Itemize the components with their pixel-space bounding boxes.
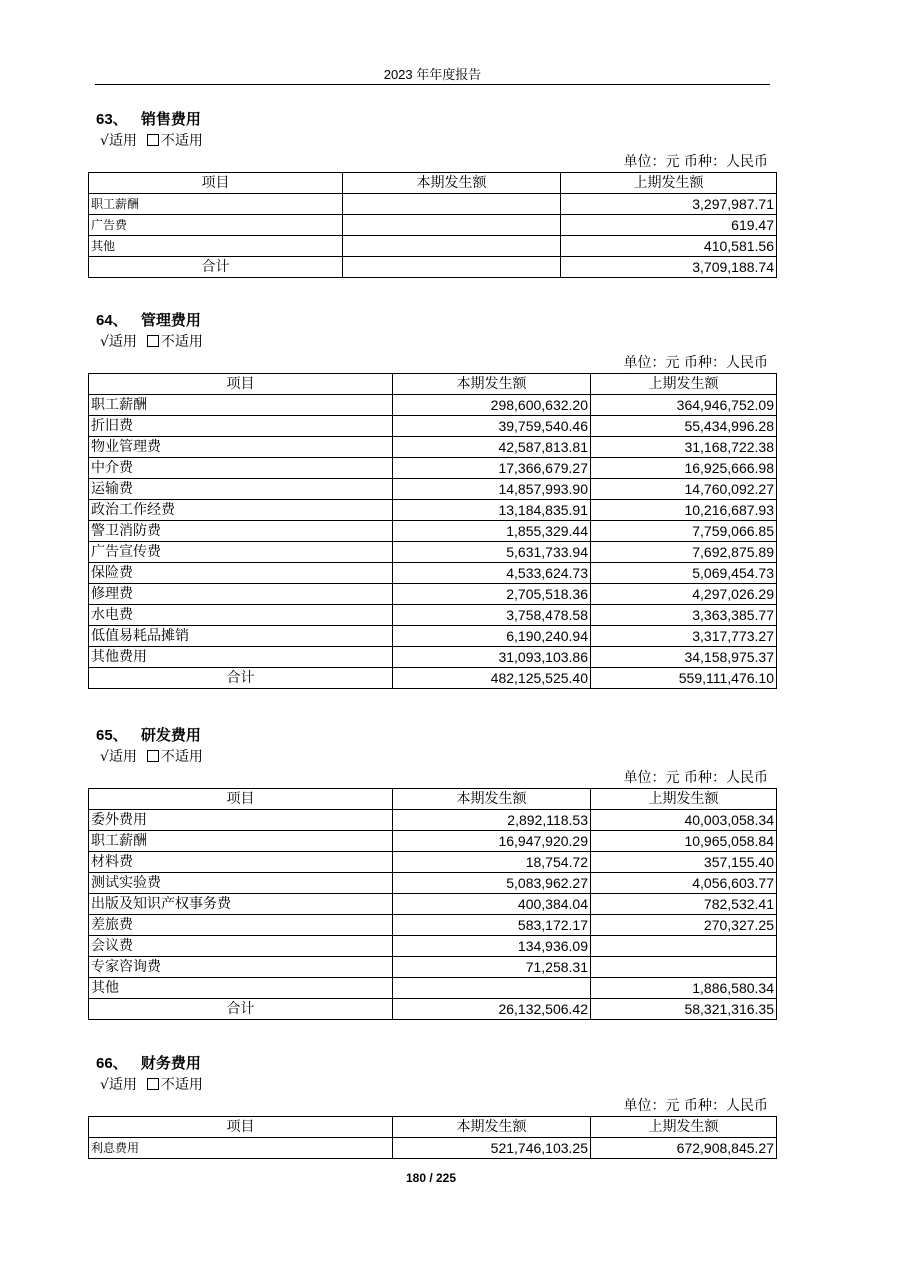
column-header: 本期发生额 bbox=[393, 1117, 591, 1138]
current-period-total bbox=[343, 257, 561, 278]
prior-period-cell: 4,297,026.29 bbox=[591, 584, 777, 605]
prior-period-cell: 16,925,666.98 bbox=[591, 458, 777, 479]
table-row bbox=[89, 605, 777, 626]
unit-note: 单位：元 币种：人民币 bbox=[623, 1098, 768, 1114]
prior-period-total: 3,709,188.74 bbox=[561, 257, 777, 278]
column-header: 上期发生额 bbox=[561, 173, 777, 194]
prior-period-cell: 270,327.25 bbox=[591, 915, 777, 936]
current-period-cell: 5,083,962.27 bbox=[393, 873, 591, 894]
prior-period-cell: 3,363,385.77 bbox=[591, 605, 777, 626]
section-number: 65、 bbox=[96, 727, 128, 744]
item-cell: 折旧费 bbox=[89, 416, 393, 437]
current-period-total: 26,132,506.42 bbox=[393, 999, 591, 1020]
current-period-cell bbox=[343, 215, 561, 236]
column-header: 项目 bbox=[89, 789, 393, 810]
table-row bbox=[89, 957, 777, 978]
current-period-cell: 31,093,103.86 bbox=[393, 647, 591, 668]
item-cell: 利息费用 bbox=[89, 1138, 393, 1159]
item-cell: 警卫消防费 bbox=[89, 521, 393, 542]
table-row bbox=[89, 542, 777, 563]
item-cell: 广告宣传费 bbox=[89, 542, 393, 563]
table-row bbox=[89, 810, 777, 831]
checkbox-icon bbox=[147, 335, 159, 347]
current-period-cell bbox=[393, 978, 591, 999]
checkbox-icon bbox=[147, 1078, 159, 1090]
prior-period-cell: 10,965,058.84 bbox=[591, 831, 777, 852]
current-period-cell: 400,384.04 bbox=[393, 894, 591, 915]
table-row bbox=[89, 437, 777, 458]
item-cell: 其他 bbox=[89, 978, 393, 999]
current-period-cell: 6,190,240.94 bbox=[393, 626, 591, 647]
item-cell: 政治工作经费 bbox=[89, 500, 393, 521]
item-cell: 水电费 bbox=[89, 605, 393, 626]
table-row bbox=[89, 1138, 777, 1159]
column-header: 项目 bbox=[89, 374, 393, 395]
section-title bbox=[88, 309, 778, 331]
prior-period-cell: 1,886,580.34 bbox=[591, 978, 777, 999]
item-cell: 物业管理费 bbox=[89, 437, 393, 458]
column-header: 上期发生额 bbox=[591, 374, 777, 395]
prior-period-cell: 5,069,454.73 bbox=[591, 563, 777, 584]
table-row bbox=[89, 915, 777, 936]
section-selling-expenses bbox=[88, 108, 778, 278]
table-row bbox=[89, 563, 777, 584]
section-heading: 管理费用 bbox=[140, 311, 201, 329]
section-title bbox=[88, 724, 778, 746]
column-header: 上期发生额 bbox=[591, 789, 777, 810]
item-cell: 中介费 bbox=[89, 458, 393, 479]
prior-period-cell: 619.47 bbox=[561, 215, 777, 236]
unit-note: 单位：元 币种：人民币 bbox=[623, 770, 768, 786]
column-header: 本期发生额 bbox=[393, 789, 591, 810]
item-cell: 广告费 bbox=[89, 215, 343, 236]
section-title bbox=[88, 108, 778, 130]
checkbox-icon bbox=[147, 750, 159, 762]
current-period-cell: 18,754.72 bbox=[393, 852, 591, 873]
prior-period-cell: 4,056,603.77 bbox=[591, 873, 777, 894]
applicable-label: √适用 bbox=[100, 334, 137, 350]
table-row bbox=[89, 873, 777, 894]
prior-period-cell: 14,760,092.27 bbox=[591, 479, 777, 500]
prior-period-cell: 782,532.41 bbox=[591, 894, 777, 915]
current-period-cell bbox=[343, 194, 561, 215]
table-header-row bbox=[89, 1117, 777, 1138]
prior-period-cell: 7,692,875.89 bbox=[591, 542, 777, 563]
table-row bbox=[89, 894, 777, 915]
table-header-row bbox=[89, 173, 777, 194]
section-heading: 销售费用 bbox=[140, 110, 201, 128]
table-row bbox=[89, 852, 777, 873]
prior-period-cell: 410,581.56 bbox=[561, 236, 777, 257]
current-period-cell: 42,587,813.81 bbox=[393, 437, 591, 458]
current-period-cell: 14,857,993.90 bbox=[393, 479, 591, 500]
current-period-cell: 39,759,540.46 bbox=[393, 416, 591, 437]
current-period-cell: 583,172.17 bbox=[393, 915, 591, 936]
section-number: 63、 bbox=[96, 111, 128, 128]
table-header-row bbox=[89, 374, 777, 395]
total-row bbox=[89, 668, 777, 689]
current-period-cell: 13,184,835.91 bbox=[393, 500, 591, 521]
total-row bbox=[89, 999, 777, 1020]
table-row bbox=[89, 479, 777, 500]
current-period-cell: 298,600,632.20 bbox=[393, 395, 591, 416]
table-row bbox=[89, 584, 777, 605]
prior-period-cell bbox=[591, 936, 777, 957]
item-cell: 修理费 bbox=[89, 584, 393, 605]
unit-note: 单位：元 币种：人民币 bbox=[623, 355, 768, 371]
item-cell: 低值易耗品摊销 bbox=[89, 626, 393, 647]
table-row bbox=[89, 978, 777, 999]
applicable-label: √适用 bbox=[100, 749, 137, 765]
item-cell: 会议费 bbox=[89, 936, 393, 957]
current-period-cell: 521,746,103.25 bbox=[393, 1138, 591, 1159]
current-period-cell: 16,947,920.29 bbox=[393, 831, 591, 852]
not-applicable-label: 不适用 bbox=[160, 334, 203, 350]
applicability bbox=[88, 1074, 778, 1096]
current-period-cell: 134,936.09 bbox=[393, 936, 591, 957]
section-financial-expenses bbox=[88, 1052, 778, 1159]
column-header: 项目 bbox=[89, 173, 343, 194]
header-divider bbox=[95, 84, 770, 85]
prior-period-cell: 672,908,845.27 bbox=[591, 1138, 777, 1159]
section-number: 64、 bbox=[96, 312, 128, 329]
table-row bbox=[89, 831, 777, 852]
financial-expenses-table bbox=[88, 1116, 777, 1159]
page-number: 180 / 225 bbox=[405, 1171, 457, 1185]
prior-period-cell: 7,759,066.85 bbox=[591, 521, 777, 542]
not-applicable-label: 不适用 bbox=[160, 749, 203, 765]
column-header: 项目 bbox=[89, 1117, 393, 1138]
item-cell: 委外费用 bbox=[89, 810, 393, 831]
item-cell: 运输费 bbox=[89, 479, 393, 500]
prior-period-cell bbox=[591, 957, 777, 978]
prior-period-cell: 40,003,058.34 bbox=[591, 810, 777, 831]
current-period-cell bbox=[343, 236, 561, 257]
applicable-label: √适用 bbox=[100, 1077, 137, 1093]
item-cell: 保险费 bbox=[89, 563, 393, 584]
current-period-cell: 5,631,733.94 bbox=[393, 542, 591, 563]
section-heading: 研发费用 bbox=[140, 726, 201, 744]
table-row bbox=[89, 647, 777, 668]
prior-period-cell: 3,297,987.71 bbox=[561, 194, 777, 215]
item-cell: 职工薪酬 bbox=[89, 395, 393, 416]
item-cell: 专家咨询费 bbox=[89, 957, 393, 978]
prior-period-total: 58,321,316.35 bbox=[591, 999, 777, 1020]
table-row bbox=[89, 194, 777, 215]
section-number: 66、 bbox=[96, 1055, 128, 1072]
item-cell: 其他费用 bbox=[89, 647, 393, 668]
current-period-cell: 3,758,478.58 bbox=[393, 605, 591, 626]
section-heading: 财务费用 bbox=[140, 1054, 201, 1072]
current-period-cell: 71,258.31 bbox=[393, 957, 591, 978]
table-row bbox=[89, 236, 777, 257]
current-period-total: 482,125,525.40 bbox=[393, 668, 591, 689]
section-rd-expenses bbox=[88, 724, 778, 1020]
administrative-expenses-table bbox=[88, 373, 777, 689]
total-label: 合计 bbox=[89, 257, 343, 278]
table-row bbox=[89, 936, 777, 957]
total-label: 合计 bbox=[89, 668, 393, 689]
checkbox-icon bbox=[147, 134, 159, 146]
table-row bbox=[89, 500, 777, 521]
item-cell: 职工薪酬 bbox=[89, 194, 343, 215]
prior-period-total: 559,111,476.10 bbox=[591, 668, 777, 689]
column-header: 本期发生额 bbox=[343, 173, 561, 194]
prior-period-cell: 3,317,773.27 bbox=[591, 626, 777, 647]
prior-period-cell: 34,158,975.37 bbox=[591, 647, 777, 668]
prior-period-cell: 357,155.40 bbox=[591, 852, 777, 873]
applicability bbox=[88, 130, 778, 152]
total-label: 合计 bbox=[89, 999, 393, 1020]
prior-period-cell: 10,216,687.93 bbox=[591, 500, 777, 521]
item-cell: 差旅费 bbox=[89, 915, 393, 936]
item-cell: 测试实验费 bbox=[89, 873, 393, 894]
table-row bbox=[89, 458, 777, 479]
current-period-cell: 17,366,679.27 bbox=[393, 458, 591, 479]
current-period-cell: 2,892,118.53 bbox=[393, 810, 591, 831]
item-cell: 职工薪酬 bbox=[89, 831, 393, 852]
prior-period-cell: 31,168,722.38 bbox=[591, 437, 777, 458]
current-period-cell: 2,705,518.36 bbox=[393, 584, 591, 605]
applicability bbox=[88, 746, 778, 768]
not-applicable-label: 不适用 bbox=[160, 1077, 203, 1093]
column-header: 本期发生额 bbox=[393, 374, 591, 395]
table-row bbox=[89, 416, 777, 437]
page-header-title: 2023 年年度报告 bbox=[383, 67, 482, 82]
not-applicable-label: 不适用 bbox=[160, 133, 203, 149]
item-cell: 其他 bbox=[89, 236, 343, 257]
current-period-cell: 1,855,329.44 bbox=[393, 521, 591, 542]
applicable-label: √适用 bbox=[100, 133, 137, 149]
applicability bbox=[88, 331, 778, 353]
section-administrative-expenses bbox=[88, 309, 778, 689]
table-header-row bbox=[89, 789, 777, 810]
prior-period-cell: 364,946,752.09 bbox=[591, 395, 777, 416]
prior-period-cell: 55,434,996.28 bbox=[591, 416, 777, 437]
total-row bbox=[89, 257, 777, 278]
column-header: 上期发生额 bbox=[591, 1117, 777, 1138]
section-title bbox=[88, 1052, 778, 1074]
table-row bbox=[89, 395, 777, 416]
rd-expenses-table bbox=[88, 788, 777, 1020]
table-row bbox=[89, 521, 777, 542]
unit-note: 单位：元 币种：人民币 bbox=[623, 154, 768, 170]
current-period-cell: 4,533,624.73 bbox=[393, 563, 591, 584]
item-cell: 出版及知识产权事务费 bbox=[89, 894, 393, 915]
table-row bbox=[89, 215, 777, 236]
table-row bbox=[89, 626, 777, 647]
item-cell: 材料费 bbox=[89, 852, 393, 873]
selling-expenses-table bbox=[88, 172, 777, 278]
